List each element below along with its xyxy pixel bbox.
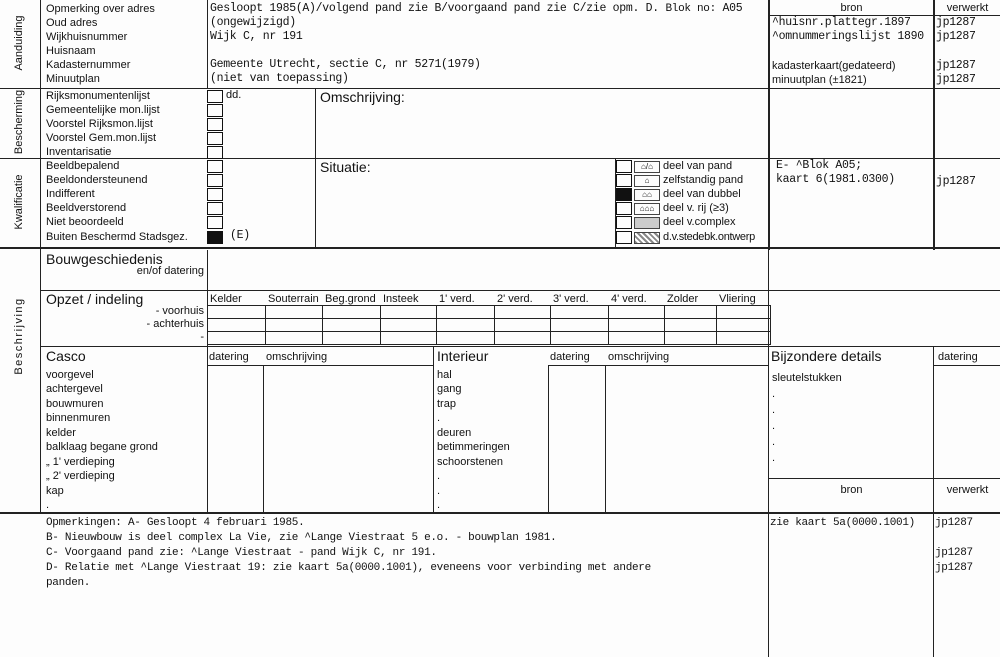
protection-checkbox[interactable] <box>207 118 223 131</box>
opzet-column-header: Insteek <box>383 293 419 305</box>
bron-value: zie kaart 5a(0000.1001) <box>770 517 915 529</box>
opzet-row-label: - <box>200 331 204 343</box>
bron-header: bron <box>840 2 863 14</box>
opzet-cell[interactable] <box>609 332 664 344</box>
remark-line: D- Relatie met ^Lange Viestraat 19: zie kaart 5a(0000.1001), eveneens voor verbinding met andere <box>46 562 651 574</box>
opzet-column-header: 4' verd. <box>611 293 647 305</box>
opzet-row-label: - voorhuis <box>155 305 204 317</box>
opzet-cell[interactable] <box>495 306 550 318</box>
protection-checkbox[interactable] <box>207 132 223 145</box>
situation-label: d.v.stedebk.ontwerp <box>663 231 755 243</box>
bouwgeschiedenis-subtitle: en/of datering <box>136 265 204 277</box>
opzet-cell[interactable] <box>437 332 494 344</box>
opzet-cell[interactable] <box>323 332 380 344</box>
bron-header: bron <box>840 484 863 496</box>
qualification-label: Buiten Beschermd Stadsgez. <box>46 231 188 243</box>
opzet-cell[interactable] <box>208 306 265 318</box>
divider <box>0 247 1000 249</box>
opzet-title: Opzet / indeling <box>46 291 144 307</box>
bouwgeschiedenis-title: Bouwgeschiedenis <box>46 251 163 267</box>
remark-line: Opmerkingen: A- Gesloopt 4 februari 1985. <box>46 517 305 529</box>
details-item: . <box>772 436 776 448</box>
situation-label: deel v.complex <box>663 216 736 228</box>
interieur-item: . <box>437 412 441 424</box>
remark-line: B- Nieuwbouw is deel complex La Vie, zie ^Lange Viestraat 5 e.o. - bouwplan 1981. <box>46 532 557 544</box>
field-label: Oud adres <box>46 17 98 29</box>
opzet-column-header: 2' verd. <box>497 293 533 305</box>
bron-value: kaart 6(1981.0300) <box>776 173 895 186</box>
opzet-cell[interactable] <box>266 306 322 318</box>
verwerkt-value: jp1287 <box>936 73 976 86</box>
situation-label: deel v. rij (≥3) <box>663 202 729 214</box>
divider <box>770 305 771 345</box>
verwerkt-header: verwerkt <box>946 484 989 496</box>
protection-label: Rijksmonumentenlijst <box>46 90 150 102</box>
situation-label: zelfstandig pand <box>663 174 744 186</box>
divider <box>40 290 1000 291</box>
interieur-item: hal <box>437 369 452 381</box>
remark-line: panden. <box>46 577 91 589</box>
field-label: Kadasternummer <box>46 59 131 71</box>
opzet-cell[interactable] <box>665 332 716 344</box>
protection-label: Voorstel Gem.mon.lijst <box>46 132 157 144</box>
opzet-cell[interactable] <box>609 319 664 331</box>
situation-checkbox[interactable] <box>616 160 632 173</box>
protection-label: Voorstel Rijksmon.lijst <box>46 118 153 130</box>
opzet-cell[interactable] <box>495 319 550 331</box>
opzet-cell[interactable] <box>208 319 265 331</box>
interieur-item: betimmeringen <box>437 441 510 453</box>
verwerkt-value: jp1287 <box>936 175 976 188</box>
divider <box>768 0 770 250</box>
field-value: Gesloopt 1985(A)/volgend pand zie B/voorgaand pand zie C/zie opm. D. Blok no: A05 <box>210 2 743 15</box>
opzet-cell[interactable] <box>495 332 550 344</box>
protection-checkbox[interactable] <box>207 146 223 159</box>
opzet-column-header: Souterrain <box>268 293 319 305</box>
section-aanduiding: Aanduiding <box>13 15 25 71</box>
house-part-icon: ⌂/⌂ <box>634 161 660 173</box>
divider <box>933 0 935 250</box>
details-item: sleutelstukken <box>772 372 842 384</box>
opzet-cell[interactable] <box>381 319 436 331</box>
omschrijving-label: Omschrijving: <box>320 89 405 105</box>
bron-value: kadasterkaart(gedateerd) <box>772 60 896 72</box>
interieur-item: deuren <box>437 427 472 439</box>
details-item: . <box>772 452 776 464</box>
casco-item: „ 2' verdieping <box>46 470 115 482</box>
details-datering-header: datering <box>938 351 978 363</box>
standalone-house-icon: ⌂ <box>634 175 660 187</box>
row-house-icon: ⌂⌂⌂ <box>634 203 660 215</box>
opzet-cell[interactable] <box>717 332 770 344</box>
divider <box>768 478 1000 479</box>
remark-line: C- Voorgaand pand zie: ^Lange Viestraat - pand Wijk C, nr 191. <box>46 547 437 559</box>
field-value: (ongewijzigd) <box>210 16 296 29</box>
casco-datering-header: datering <box>209 351 249 363</box>
opzet-cell[interactable] <box>323 306 380 318</box>
divider <box>548 365 549 512</box>
opzet-cell[interactable] <box>665 306 716 318</box>
opzet-cell[interactable] <box>437 306 494 318</box>
field-value: Wijk C, nr 191 <box>210 30 303 43</box>
opzet-column-header: Zolder <box>667 293 699 305</box>
opzet-column-header: Vliering <box>719 293 756 305</box>
opzet-cell[interactable] <box>266 319 322 331</box>
opzet-cell[interactable] <box>717 306 770 318</box>
protection-label: Inventarisatie <box>46 146 112 158</box>
qualification-checkbox[interactable] <box>207 188 223 201</box>
qualification-label: Beeldverstorend <box>46 202 127 214</box>
divider <box>315 88 316 248</box>
divider <box>933 365 1000 366</box>
interieur-item: gang <box>437 383 462 395</box>
complex-icon <box>634 217 660 229</box>
qualification-label: Niet beoordeeld <box>46 216 124 228</box>
bron-value: minuutplan (±1821) <box>772 74 867 86</box>
qualification-checkbox[interactable] <box>207 160 223 173</box>
field-label: Opmerking over adres <box>46 3 155 15</box>
protection-checkbox[interactable] <box>207 104 223 117</box>
situation-label: deel van dubbel <box>663 188 741 200</box>
interieur-title: Interieur <box>437 348 489 364</box>
opzet-cell[interactable] <box>609 306 664 318</box>
divider <box>933 346 934 657</box>
details-item: . <box>772 404 776 416</box>
situation-checkbox[interactable] <box>616 231 632 244</box>
interieur-item: . <box>437 499 441 511</box>
divider <box>0 512 1000 514</box>
protection-label: Gemeentelijke mon.lijst <box>46 104 160 116</box>
divider <box>207 0 208 88</box>
opzet-cell[interactable] <box>381 332 436 344</box>
situation-checkbox[interactable] <box>616 202 632 215</box>
verwerkt-value: jp1287 <box>936 30 976 43</box>
interieur-omschrijving-header: omschrijving <box>608 351 670 363</box>
protection-checkbox[interactable] <box>207 90 223 103</box>
situation-checkbox-checked[interactable] <box>616 188 632 201</box>
verwerkt-value: jp1287 <box>935 562 973 574</box>
opzet-cell[interactable] <box>323 319 380 331</box>
field-label: Minuutplan <box>46 73 100 85</box>
bron-value: E- ^Blok A05; <box>776 159 862 172</box>
opzet-column-header: 3' verd. <box>553 293 589 305</box>
divider <box>433 346 434 512</box>
casco-item: . <box>46 499 50 511</box>
qualification-label: Beeldbepalend <box>46 160 120 172</box>
situation-label: deel van pand <box>663 160 733 172</box>
details-title: Bijzondere details <box>771 348 882 364</box>
divider <box>207 365 433 366</box>
divider <box>605 365 606 512</box>
casco-item: balklaag begane grond <box>46 441 158 453</box>
qualification-checkbox[interactable] <box>207 202 223 215</box>
interieur-item: schoorstenen <box>437 456 504 468</box>
details-item: . <box>772 388 776 400</box>
casco-item: voorgevel <box>46 369 94 381</box>
casco-item: „ 1' verdieping <box>46 456 115 468</box>
qualification-checkbox-checked[interactable] <box>207 231 223 244</box>
section-bescherming: Bescherming <box>13 89 25 155</box>
qualification-checkbox[interactable] <box>207 174 223 187</box>
field-label: Wijkhuisnummer <box>46 31 128 43</box>
opzet-cell[interactable] <box>551 319 608 331</box>
section-kwalificatie: Kwalificatie <box>13 174 25 230</box>
urban-design-icon <box>634 232 660 244</box>
opzet-cell[interactable] <box>717 319 770 331</box>
interieur-item: trap <box>437 398 456 410</box>
dd-label: dd. <box>226 89 242 101</box>
casco-item: bouwmuren <box>46 398 104 410</box>
verwerkt-value: jp1287 <box>935 547 973 559</box>
situation-checkbox[interactable] <box>616 174 632 187</box>
opzet-cell[interactable] <box>665 319 716 331</box>
situatie-label: Situatie: <box>320 159 371 175</box>
casco-item: kelder <box>46 427 76 439</box>
details-item: . <box>772 420 776 432</box>
opzet-row-label: - achterhuis <box>146 318 204 330</box>
situation-checkbox[interactable] <box>616 216 632 229</box>
opzet-cell[interactable] <box>551 332 608 344</box>
interieur-item: . <box>437 470 441 482</box>
interieur-item: . <box>437 485 441 497</box>
opzet-column-header: Kelder <box>210 293 242 305</box>
interieur-datering-header: datering <box>550 351 590 363</box>
opzet-cell[interactable] <box>208 332 265 344</box>
divider <box>0 88 1000 89</box>
casco-item: kap <box>46 485 64 497</box>
divider <box>207 344 770 345</box>
qualification-label: Indifferent <box>46 188 95 200</box>
verwerkt-header: verwerkt <box>946 2 989 14</box>
divider <box>40 0 41 512</box>
verwerkt-value: jp1287 <box>935 517 973 529</box>
bron-value: ^huisnr.plattegr.1897 <box>772 16 911 29</box>
section-beschrijving: Beschrijving <box>13 297 25 375</box>
casco-item: achtergevel <box>46 383 103 395</box>
casco-omschrijving-header: omschrijving <box>266 351 328 363</box>
verwerkt-value: jp1287 <box>936 16 976 29</box>
opzet-column-header: Beg.grond <box>325 293 376 305</box>
casco-item: binnenmuren <box>46 412 111 424</box>
field-value: Gemeente Utrecht, sectie C, nr 5271(1979) <box>210 58 481 71</box>
divider <box>263 365 264 512</box>
opzet-column-header: 1' verd. <box>439 293 475 305</box>
opzet-cell[interactable] <box>551 306 608 318</box>
qualification-checkbox[interactable] <box>207 216 223 229</box>
opzet-cell[interactable] <box>381 306 436 318</box>
opzet-cell[interactable] <box>266 332 322 344</box>
divider <box>548 365 768 366</box>
semi-detached-icon: ⌂⌂ <box>634 189 660 201</box>
divider <box>40 346 1000 347</box>
field-value: (niet van toepassing) <box>210 72 349 85</box>
verwerkt-value: jp1287 <box>936 59 976 72</box>
field-label: Huisnaam <box>46 45 96 57</box>
bron-value: ^omnummeringslijst 1890 <box>772 30 924 43</box>
casco-title: Casco <box>46 348 86 364</box>
qualification-note: (E) <box>230 229 250 242</box>
qualification-label: Beeldondersteunend <box>46 174 148 186</box>
opzet-cell[interactable] <box>437 319 494 331</box>
